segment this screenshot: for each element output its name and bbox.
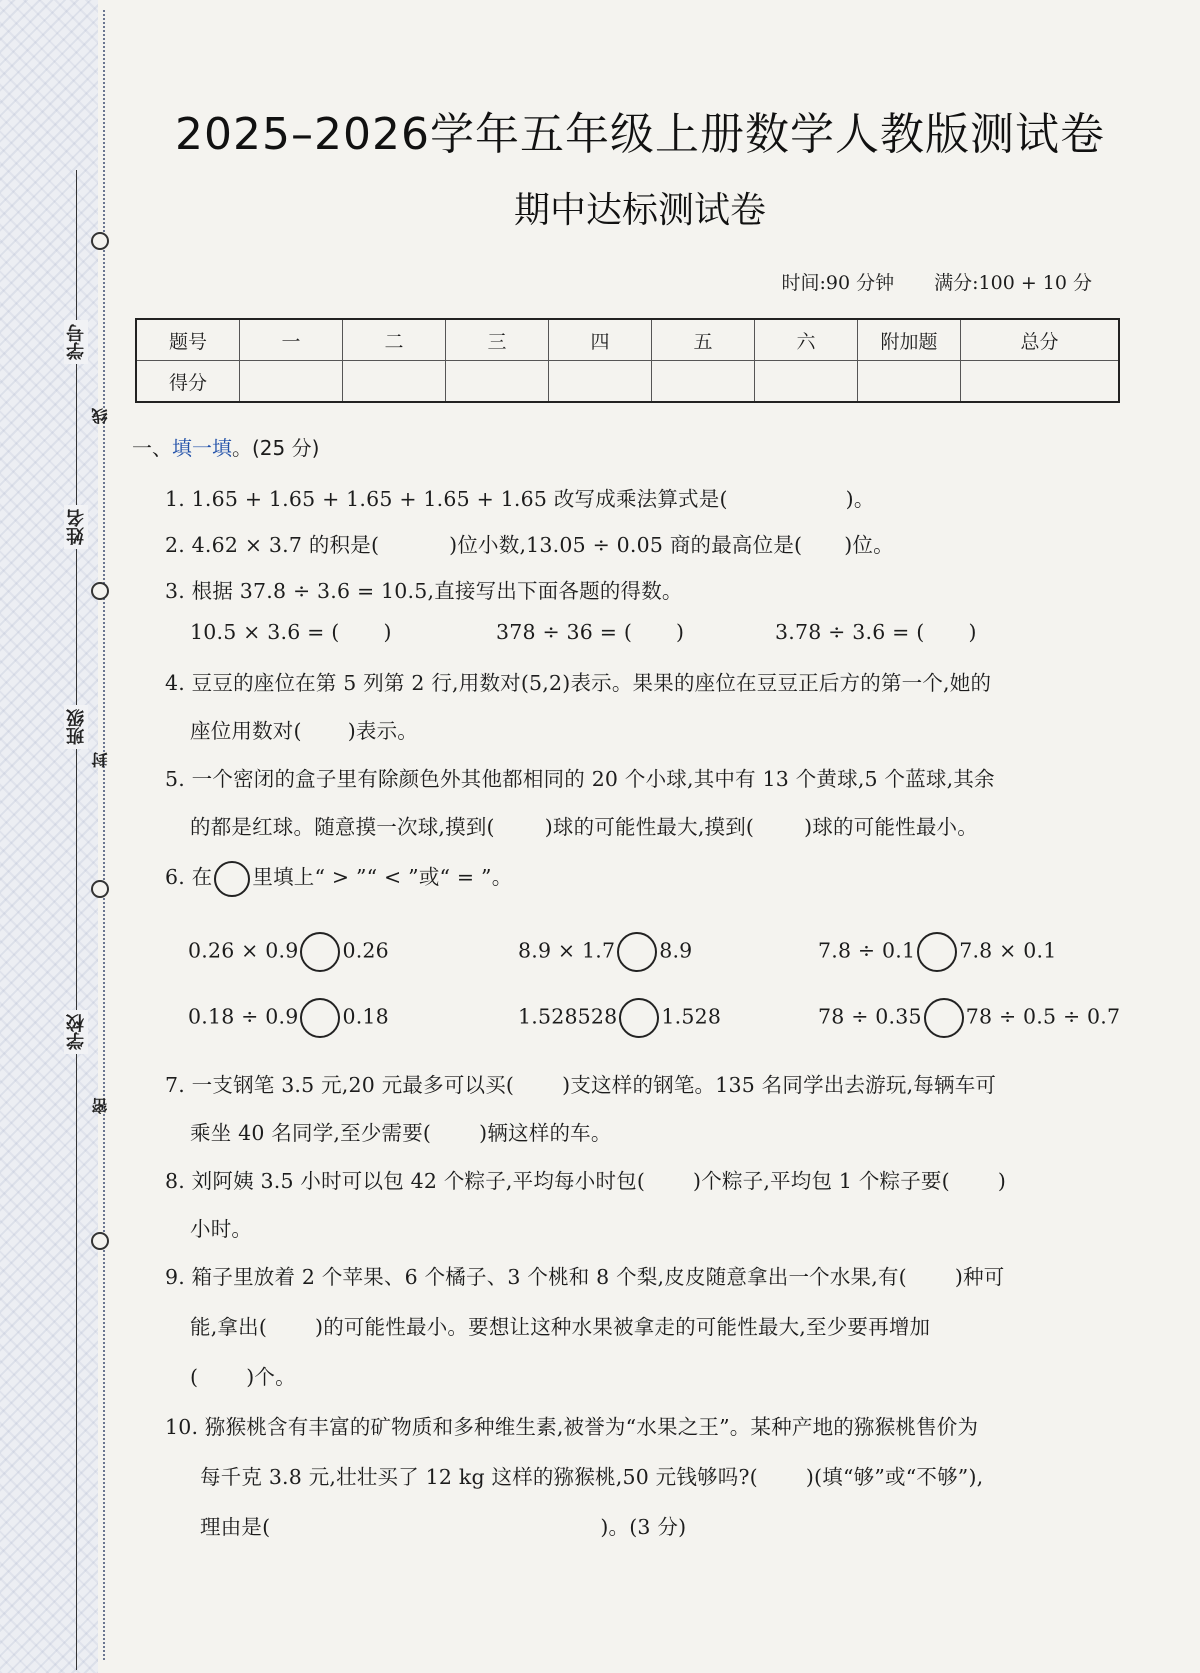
name-label: 姓名 bbox=[64, 505, 88, 549]
exam-meta bbox=[781, 268, 1092, 295]
question-text: 7. 一支钢笔 3.5 元,20 元最多可以买( bbox=[165, 1073, 515, 1097]
question-text: 里填上“ > ”“ < ”或“ = ”。 bbox=[252, 865, 513, 889]
question-text: )个粽子,平均包 1 个粽子要( bbox=[693, 1169, 950, 1193]
score-cell[interactable] bbox=[446, 361, 549, 403]
question-text: )种可 bbox=[954, 1265, 1005, 1289]
compare-item bbox=[188, 998, 389, 1038]
question-9-cont bbox=[190, 1360, 296, 1390]
compare-left: 0.26 × 0.9 bbox=[188, 938, 299, 963]
question-text: 能,拿出( bbox=[190, 1315, 268, 1339]
section-heading bbox=[132, 432, 319, 461]
compare-left: 1.528528 bbox=[518, 1004, 618, 1029]
compare-left: 7.8 ÷ 0.1 bbox=[818, 938, 916, 963]
compare-circle-example bbox=[214, 861, 250, 897]
score-cell[interactable] bbox=[858, 361, 961, 403]
score-cell[interactable] bbox=[652, 361, 755, 403]
score-header-cell: 一 bbox=[240, 319, 343, 361]
question-text: 9. 箱子里放着 2 个苹果、6 个橘子、3 个桃和 8 个梨,皮皮随意拿出一个水果,有( bbox=[165, 1265, 907, 1289]
compare-item bbox=[188, 932, 389, 972]
question-3: 3. 根据 37.8 ÷ 3.6 = 10.5,直接写出下面各题的得数。 bbox=[165, 579, 683, 603]
question-text: )个。 bbox=[246, 1365, 296, 1389]
question-text: )。(3 分) bbox=[600, 1515, 687, 1539]
question-text: )的可能性最小。要想让这种水果被拿走的可能性最大,至少要再增加 bbox=[315, 1315, 931, 1339]
score-row-label: 得分 bbox=[136, 361, 240, 403]
compare-item bbox=[518, 932, 692, 972]
question-2 bbox=[165, 528, 894, 558]
time-limit: 时间:90 分钟 bbox=[781, 272, 895, 294]
question-10: 10. 猕猴桃含有丰富的矿物质和多种维生素,被誉为“水果之王”。某种产地的猕猴桃售价为 bbox=[165, 1415, 979, 1439]
question-6 bbox=[165, 860, 512, 897]
question-text: 10.5 × 3.6 = ( bbox=[190, 620, 340, 644]
compare-circle[interactable] bbox=[300, 998, 340, 1038]
binding-margin bbox=[0, 0, 98, 1673]
compare-right: 78 ÷ 0.5 ÷ 0.7 bbox=[965, 1004, 1121, 1029]
score-table-score-row bbox=[136, 361, 1119, 403]
page-title: 2025–2026学年五年级上册数学人教版测试卷 bbox=[175, 109, 1105, 160]
question-4: 4. 豆豆的座位在第 5 列第 2 行,用数对(5,2)表示。果果的座位在豆豆正后方的第一个,她的 bbox=[165, 671, 992, 695]
fill-line bbox=[76, 170, 77, 1670]
question-text: 8. 刘阿姨 3.5 小时可以包 42 个粽子,平均每小时包( bbox=[165, 1169, 646, 1193]
compare-right: 8.9 bbox=[659, 938, 693, 963]
question-text: )辆这样的车。 bbox=[479, 1121, 612, 1145]
question-3-item bbox=[775, 620, 977, 644]
score-header-cell: 五 bbox=[652, 319, 755, 361]
score-header-cell: 二 bbox=[343, 319, 446, 361]
compare-left: 78 ÷ 0.35 bbox=[818, 1004, 922, 1029]
question-9-cont bbox=[190, 1310, 930, 1340]
binding-hole bbox=[91, 232, 109, 250]
compare-circle[interactable] bbox=[619, 998, 659, 1038]
compare-left: 0.18 ÷ 0.9 bbox=[188, 1004, 299, 1029]
question-text: 3.78 ÷ 3.6 = ( bbox=[775, 620, 925, 644]
question-5: 5. 一个密闭的盒子里有除颜色外其他都相同的 20 个小球,其中有 13 个黄球,5 个蓝球,其余 bbox=[165, 767, 995, 791]
question-text: 的都是红球。随意摸一次球,摸到( bbox=[190, 815, 495, 839]
compare-circle[interactable] bbox=[917, 932, 957, 972]
question-text: )。 bbox=[845, 487, 875, 511]
question-9 bbox=[165, 1260, 1004, 1290]
compare-left: 8.9 × 1.7 bbox=[518, 938, 616, 963]
question-10-cont bbox=[200, 1510, 686, 1540]
cut-line bbox=[103, 10, 105, 1660]
compare-item bbox=[818, 932, 1056, 972]
question-8-cont: 小时。 bbox=[190, 1217, 253, 1241]
score-cell[interactable] bbox=[549, 361, 652, 403]
binding-hole bbox=[91, 582, 109, 600]
question-text: ) bbox=[968, 620, 977, 644]
score-cell[interactable] bbox=[961, 361, 1120, 403]
question-text: ) bbox=[383, 620, 392, 644]
question-5-cont bbox=[190, 810, 978, 840]
compare-circle[interactable] bbox=[300, 932, 340, 972]
question-text: )球的可能性最大,摸到( bbox=[544, 815, 755, 839]
compare-right: 0.18 bbox=[342, 1004, 389, 1029]
question-3-item bbox=[190, 620, 392, 644]
question-text: 乘坐 40 名同学,至少需要( bbox=[190, 1121, 432, 1145]
question-text: 378 ÷ 36 = ( bbox=[496, 620, 633, 644]
question-text: 1. 1.65 + 1.65 + 1.65 + 1.65 + 1.65 改写成乘法算式是( bbox=[165, 487, 728, 511]
margin-char-close: 密 bbox=[91, 1098, 110, 1114]
question-text: 2. 4.62 × 3.7 的积是( bbox=[165, 533, 380, 557]
score-table-header-row bbox=[136, 319, 1119, 361]
student-number-label: 学号 bbox=[64, 320, 88, 364]
score-header-cell: 总分 bbox=[961, 319, 1120, 361]
compare-right: 1.528 bbox=[661, 1004, 722, 1029]
question-1 bbox=[165, 482, 875, 512]
question-text: )球的可能性最小。 bbox=[804, 815, 978, 839]
score-header-cell: 题号 bbox=[136, 319, 240, 361]
question-text: )位。 bbox=[844, 533, 894, 557]
question-text: ) bbox=[997, 1169, 1007, 1193]
question-text: )表示。 bbox=[347, 719, 419, 743]
question-text: )(填“够”或“不够”), bbox=[805, 1465, 984, 1489]
binding-hole bbox=[91, 1232, 109, 1250]
question-text: 每千克 3.8 元,壮壮买了 12 kg 这样的猕猴桃,50 元钱够吗?( bbox=[200, 1465, 758, 1489]
score-cell[interactable] bbox=[240, 361, 343, 403]
full-score: 满分:100 + 10 分 bbox=[934, 272, 1092, 294]
score-header-cell: 附加题 bbox=[858, 319, 961, 361]
compare-circle[interactable] bbox=[617, 932, 657, 972]
compare-circle[interactable] bbox=[924, 998, 964, 1038]
question-text: )位小数,13.05 ÷ 0.05 商的最高位是( bbox=[449, 533, 803, 557]
question-text: ) bbox=[676, 620, 685, 644]
score-cell[interactable] bbox=[755, 361, 858, 403]
question-3-item bbox=[496, 620, 684, 644]
compare-item bbox=[518, 998, 721, 1038]
margin-char-seal: 封 bbox=[91, 752, 110, 768]
question-7-cont bbox=[190, 1116, 612, 1146]
question-text: 6. 在 bbox=[165, 865, 213, 889]
score-header-cell: 三 bbox=[446, 319, 549, 361]
compare-right: 0.26 bbox=[342, 938, 389, 963]
score-cell[interactable] bbox=[343, 361, 446, 403]
score-table bbox=[135, 318, 1120, 403]
page-subtitle: 期中达标测试卷 bbox=[513, 190, 766, 231]
score-header-cell: 六 bbox=[755, 319, 858, 361]
question-7 bbox=[165, 1068, 996, 1098]
question-text: ( bbox=[190, 1365, 199, 1389]
question-4-cont bbox=[190, 714, 418, 744]
school-label: 学校 bbox=[64, 1010, 88, 1054]
section-number: 一、 bbox=[132, 436, 172, 460]
binding-hole bbox=[91, 880, 109, 898]
compare-right: 7.8 × 0.1 bbox=[959, 938, 1057, 963]
score-header-cell: 四 bbox=[549, 319, 652, 361]
section-points: 。(25 分) bbox=[232, 436, 320, 460]
question-8 bbox=[165, 1164, 1006, 1194]
section-name: 填一填 bbox=[172, 436, 232, 460]
margin-char-line: 线 bbox=[91, 408, 110, 424]
class-label: 班级 bbox=[64, 705, 88, 749]
question-text: 座位用数对( bbox=[190, 719, 302, 743]
compare-item bbox=[818, 998, 1120, 1038]
question-10-cont bbox=[200, 1460, 983, 1490]
question-text: 理由是( bbox=[200, 1515, 271, 1539]
question-text: )支这样的钢笔。135 名同学出去游玩,每辆车可 bbox=[562, 1073, 997, 1097]
